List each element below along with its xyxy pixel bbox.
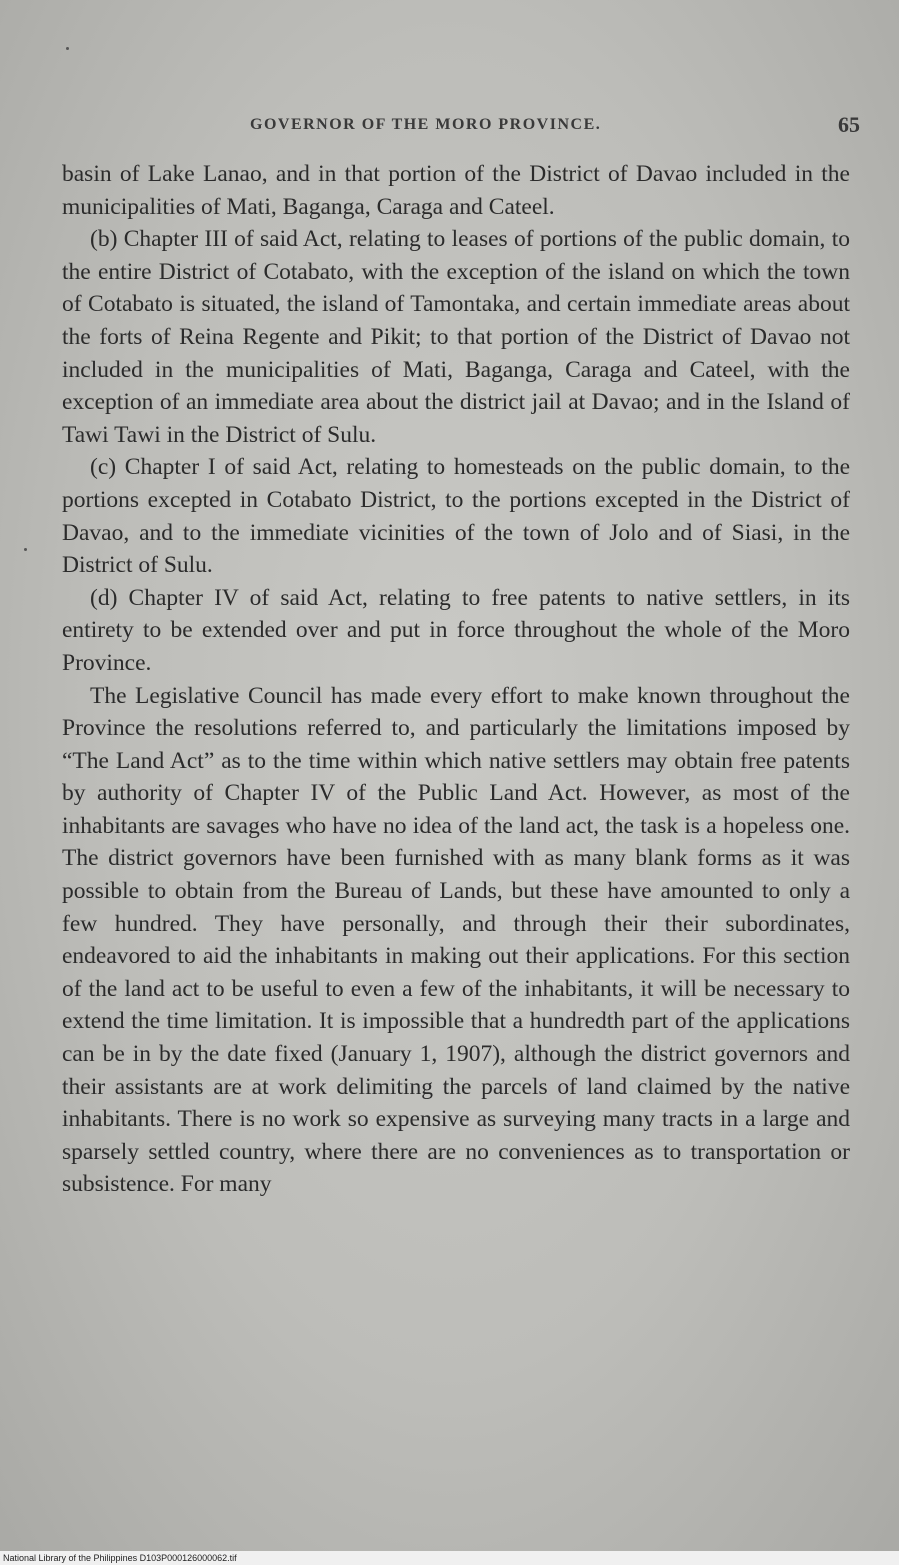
running-title: GOVERNOR OF THE MORO PROVINCE.	[250, 116, 602, 133]
paragraph-c: (c) Chapter I of said Act, relating to homesteads on the public domain, to the portions excepted in Cotabato District, to the portions excepted in the District of Davao, and to the immediate vicinities of the town of Jolo and of Siasi, in the District of Sulu.	[62, 454, 850, 579]
scan-speck	[24, 548, 27, 551]
paragraph-d: (d) Chapter IV of said Act, relating to free patents to native settlers, in its entirety to be extended over and put in force throughout the whole of the Moro Province.	[62, 584, 850, 676]
page-number: 65	[838, 112, 860, 137]
page-header	[60, 112, 860, 142]
scan-speck	[66, 47, 69, 50]
paragraph-continuation: basin of Lake Lanao, and in that portion of the District of Davao included in the municipalities of Mati, Baganga, Caraga and Cateel.	[62, 161, 850, 220]
paragraph-legislative-council: The Legislative Council has made every effort to make known throughout the Province the resolutions referred to, and particularly the limitations imposed by “The Land Act” as to the time within which native settlers may obtain free patents by authority of Chapter IV of the Public Land Act. However, as most of the inhabitants are savages who have no idea of the land act, the task is a hopeless one. The district governors have been furnished with as many blank forms as it was possible to obtain from the Bureau of Lands, but these have amounted to only a few hundred. They have personally, and through their their subordinates, endeavored to aid the inhabitants in making out their applications. For this section of the land act to be useful to even a few of the inhabitants, it will be necessary to extend the time limitation. It is impossible that a hundredth part of the applications can be in by the date fixed (January 1, 1907), although the district governors and their assistants are at work delimiting the parcels of land claimed by the native inhabitants. There is no work so expensive as surveying many tracts in a large and sparsely settled country, where there are no conveniences as to transportation or subsistence. For many	[62, 682, 850, 1198]
scan-footer: National Library of the Philippines D103P000126000062.tif	[0, 1551, 899, 1565]
paragraph-b: (b) Chapter III of said Act, relating to leases of portions of the public domain, to the entire District of Cotabato, with the exception of the island on which the town of Cotabato is situated, the island of Tamontaka, and certain immediate areas about the forts of Reina Regente and Pikit; to that portion of the District of Davao not included in the municipalities of Mati, Baganga, Caraga and Cateel, with the exception of an immediate area about the district jail at Davao; and in the Island of Tawi Tawi in the District of Sulu.	[62, 226, 850, 448]
body-text	[62, 158, 850, 1201]
